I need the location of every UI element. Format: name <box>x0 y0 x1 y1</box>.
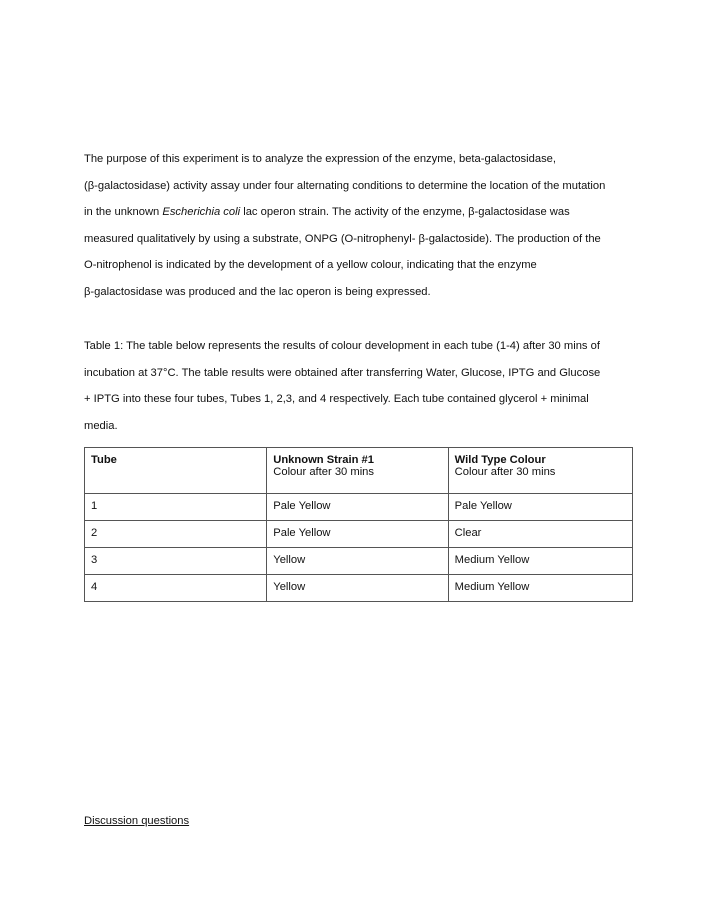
table-row <box>85 548 633 575</box>
table-header-row <box>85 448 633 494</box>
intro-line: The purpose of this experiment is to analyze the expression of the enzyme, beta-galactosidase, <box>84 153 557 165</box>
discussion-heading: Discussion questions <box>84 815 190 827</box>
intro-line: measured qualitatively by using a substrate, ONPG (O-nitrophenyl- β-galactoside). The production of the <box>84 232 601 245</box>
intro-line <box>84 199 644 226</box>
header-cell-tube <box>85 448 267 494</box>
intro-line: O-nitrophenol is indicated by the development of a yellow colour, indicating that the enzyme <box>84 259 537 272</box>
intro-line: β-galactosidase was produced and the lac operon is being expressed. <box>84 285 431 298</box>
cell-tube: 4 <box>85 575 267 602</box>
caption-line: Table 1: The table below represents the results of colour development in each tube (1-4) after 30 mins of <box>84 340 600 352</box>
intro-text: lac operon strain. The activity of the enzyme, β-galactosidase was <box>240 206 570 219</box>
header-title: Wild Type Colour <box>454 454 546 466</box>
cell-unknown-colour: Yellow <box>267 548 448 575</box>
header-cell-unknown-strain <box>267 448 448 494</box>
intro-text: in the unknown <box>84 206 163 219</box>
intro-paragraph <box>84 146 644 306</box>
table-row <box>85 494 633 521</box>
results-table <box>84 447 633 602</box>
header-subtitle: Colour after 30 mins <box>454 466 556 478</box>
caption-line: media. <box>84 419 118 432</box>
cell-unknown-colour: Pale Yellow <box>267 521 448 548</box>
header-title: Unknown Strain #1 <box>273 454 374 466</box>
header-subtitle: Colour after 30 mins <box>273 466 374 478</box>
caption-line: incubation at 37°C. The table results were obtained after transferring Water, Glucose, IPTG and Glucose <box>84 366 601 379</box>
cell-tube: 3 <box>85 548 267 575</box>
cell-unknown-colour: Yellow <box>267 575 448 602</box>
cell-tube: 2 <box>85 521 267 548</box>
cell-wild-type-colour: Medium Yellow <box>448 548 632 575</box>
header-title: Tube <box>91 454 117 466</box>
cell-wild-type-colour: Pale Yellow <box>448 494 632 521</box>
table-row <box>85 521 633 548</box>
cell-wild-type-colour: Clear <box>448 521 632 548</box>
intro-line: (β-galactosidase) activity assay under four alternating conditions to determine the location of the mutation <box>84 179 606 192</box>
cell-unknown-colour: Pale Yellow <box>267 494 448 521</box>
caption-line: + IPTG into these four tubes, Tubes 1, 2,3, and 4 respectively. Each tube contained glycerol + minimal <box>84 393 589 406</box>
header-cell-wild-type <box>448 448 632 494</box>
species-name: Escherichia coli <box>162 206 241 219</box>
table-caption <box>84 333 644 439</box>
cell-tube: 1 <box>85 494 267 521</box>
cell-wild-type-colour: Medium Yellow <box>448 575 632 602</box>
table-row <box>85 575 633 602</box>
